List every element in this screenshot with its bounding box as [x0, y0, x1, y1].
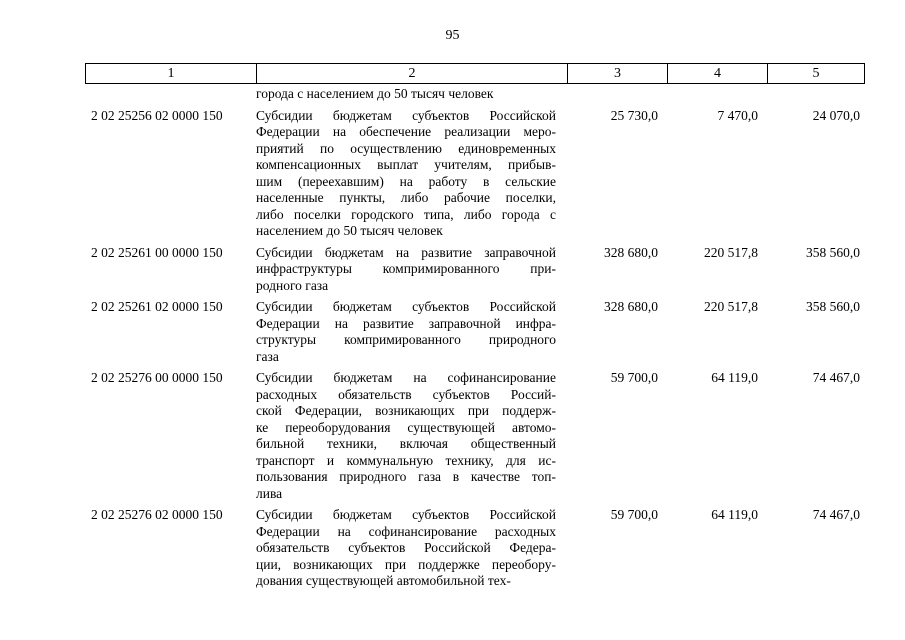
- description-line: населением до 50 тысяч человек: [256, 223, 443, 238]
- description-line: инфраструктуры компримированного при-: [256, 261, 556, 276]
- description-line: приятий по осуществлению единовременных: [256, 140, 556, 156]
- column-header-2: 2: [256, 64, 567, 83]
- budget-code: 2 02 25256 02 0000 150: [91, 107, 223, 123]
- value-col-4: 220 517,8: [704, 244, 758, 260]
- budget-code: 2 02 25276 02 0000 150: [91, 507, 223, 522]
- description-line: Субсидии бюджетам субъектов Российской: [256, 299, 556, 314]
- description-line: ции, возникающих при поддержке переобору-: [256, 556, 556, 572]
- column-header-5: 5: [767, 64, 864, 83]
- description-line: родного газа: [256, 277, 329, 293]
- table-header: [85, 63, 865, 84]
- value-col-4: 220 517,8: [704, 299, 758, 314]
- description-line: расходных обязательств субъектов Россий-: [256, 386, 556, 402]
- table-row: [85, 507, 865, 590]
- description-line: компенсационных выплат учителям, прибыв-: [256, 157, 556, 172]
- description-line: структуры компримированного природного: [256, 332, 556, 347]
- table-row: [85, 245, 865, 295]
- table-rows: [85, 108, 865, 590]
- description-line: Субсидии бюджетам субъектов Российской: [256, 107, 556, 123]
- table-row: [85, 299, 865, 365]
- description-line: Субсидии бюджетам на софинансирование: [256, 370, 556, 385]
- description-line: населенные пункты, либо рабочие поселки,: [256, 190, 556, 205]
- value-col-5: 358 560,0: [806, 244, 860, 260]
- description-line: Федерации на обеспечение реализации меро-: [256, 124, 556, 139]
- budget-code: 2 02 25261 00 0000 150: [91, 244, 223, 260]
- value-col-3: 59 700,0: [610, 507, 658, 522]
- continuation-text: города с населением до 50 тысяч человек: [256, 86, 494, 101]
- row-description: [256, 370, 556, 502]
- row-description: [256, 108, 556, 240]
- table-body: [85, 86, 865, 590]
- description-line: Субсидии бюджетам на развитие заправочной: [256, 244, 556, 260]
- value-col-4: 64 119,0: [711, 370, 758, 385]
- value-col-3: 25 730,0: [610, 107, 658, 123]
- value-col-5: 74 467,0: [812, 507, 860, 522]
- description-line: ской Федерации, возникающих при поддерж-: [256, 403, 556, 418]
- description-line: либо поселки городского типа, либо города с: [256, 206, 556, 222]
- description-line: транспорт и коммунальную технику, для ис-: [256, 452, 556, 468]
- value-col-3: 328 680,0: [604, 299, 658, 314]
- value-col-5: 24 070,0: [812, 107, 860, 123]
- value-col-4: 7 470,0: [717, 107, 758, 123]
- value-col-5: 74 467,0: [812, 370, 860, 385]
- budget-code: 2 02 25276 00 0000 150: [91, 370, 223, 385]
- table-row: [85, 370, 865, 502]
- row-description: [256, 299, 556, 365]
- value-col-3: 328 680,0: [604, 244, 658, 260]
- description-line: Федерации на софинансирование расходных: [256, 523, 556, 539]
- column-header-1: 1: [167, 66, 175, 81]
- description-line: обязательств субъектов Российской Федера-: [256, 540, 556, 555]
- column-header-4: 4: [667, 64, 767, 83]
- row-description: [256, 245, 556, 295]
- description-line: бильной техники, включая общественный: [256, 436, 556, 451]
- table-row: [85, 108, 865, 240]
- value-col-4: 64 119,0: [711, 507, 758, 522]
- description-line: шим (переехавшим) на работу в сельские: [256, 173, 556, 189]
- description-line: дования существующей автомобильной тех-: [256, 573, 511, 588]
- row-description: [256, 507, 556, 590]
- page-number: 95: [445, 28, 460, 43]
- description-line: газа: [256, 348, 279, 364]
- value-col-3: 59 700,0: [610, 370, 658, 385]
- description-line: лива: [256, 485, 283, 501]
- budget-code: 2 02 25261 02 0000 150: [91, 299, 223, 314]
- description-line: ке переоборудования существующей автомо-: [256, 419, 556, 435]
- description-line: пользования природного газа в качестве топ-: [256, 469, 556, 484]
- description-line: Субсидии бюджетам субъектов Российской: [256, 507, 556, 522]
- column-header-3: 3: [567, 64, 667, 83]
- description-line: Федерации на развитие заправочной инфра-: [256, 315, 556, 331]
- value-col-5: 358 560,0: [806, 299, 860, 314]
